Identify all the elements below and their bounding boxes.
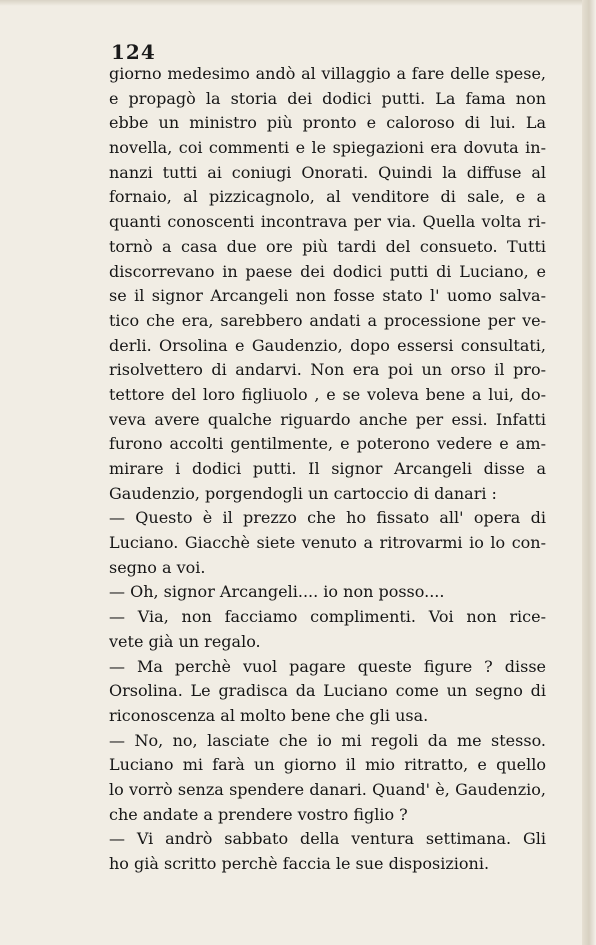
text-line: — Questo è il prezzo che ho fissato all' opera di [109,508,546,528]
page-number: 124 [111,40,156,64]
text-line: ho già scritto perchè faccia le sue disposizioni. [109,854,490,873]
text-line: tico che era, sarebbero andati a processione per ve- [109,310,546,330]
text-line: nanzi tutti ai coniugi Onorati. Quindi la diffuse al [109,162,546,182]
text-line: — Via, non facciamo complimenti. Voi non rice- [109,607,546,627]
text-line: giorno medesimo andò al villaggio a fare delle spese, [109,64,546,83]
text-line: Orsolina. Le gradisca da Luciano come un segno di [109,681,546,701]
page-top-shadow [0,0,596,6]
text-line: che andate a prendere vostro figlio ? [109,804,408,824]
text-line: mirare i dodici putti. Il signor Arcangeli disse a [109,459,546,478]
text-line: — Vi andrò sabbato della ventura settimana. Gli [109,829,546,849]
text-line: — No, no, lasciate che io mi regoli da me stesso. [109,730,546,750]
page-edge-shadow [582,0,596,945]
text-line: riconoscenza al molto bene che gli usa. [109,705,429,725]
text-line: veva avere qualche riguardo anche per essi. Infatti [109,409,546,429]
text-line: fornaio, al pizzicagnolo, al venditore di sale, e a [109,187,546,207]
text-line: tettore del loro figliuolo , e se voleva bene a lui, do- [109,384,546,404]
text-line: quanti conoscenti incontrava per via. Quella volta ri- [109,212,546,232]
text-line: Luciano. Giacchè siete venuto a ritrovarmi io lo con- [109,533,546,553]
text-line: furono accolti gentilmente, e poterono vedere e am- [109,434,546,454]
text-line: tornò a casa due ore più tardi del consueto. Tutti [109,236,546,256]
text-line: discorrevano in paese dei dodici putti di Luciano, e [109,261,546,281]
text-line: Luciano mi farà un giorno il mio ritratto, e quello [109,755,546,775]
text-line: derli. Orsolina e Gaudenzio, dopo essersi consultati, [109,335,546,355]
text-line: vete già un regalo. [109,631,261,651]
text-line: — Ma perchè vuol pagare queste figure ? disse [109,656,546,676]
text-line: Gaudenzio, porgendogli un cartoccio di danari : [109,483,497,503]
text-line: lo vorrò senza spendere danari. Quand' è, Gaudenzio, [109,779,546,799]
text-line: — Oh, signor Arcangeli.... io non posso.... [109,582,445,602]
body-text [109,62,546,877]
text-line: e propagò la storia dei dodici putti. La fama non [109,88,546,108]
text-line: se il signor Arcangeli non fosse stato l' uomo salva- [109,286,546,306]
text-line: ebbe un ministro più pronto e caloroso di lui. La [109,113,546,133]
text-line: segno a voi. [109,557,206,577]
text-line: risolvettero di andarvi. Non era poi un orso il pro- [109,360,546,380]
text-line: novella, coi commenti e le spiegazioni era dovuta in- [109,138,546,158]
